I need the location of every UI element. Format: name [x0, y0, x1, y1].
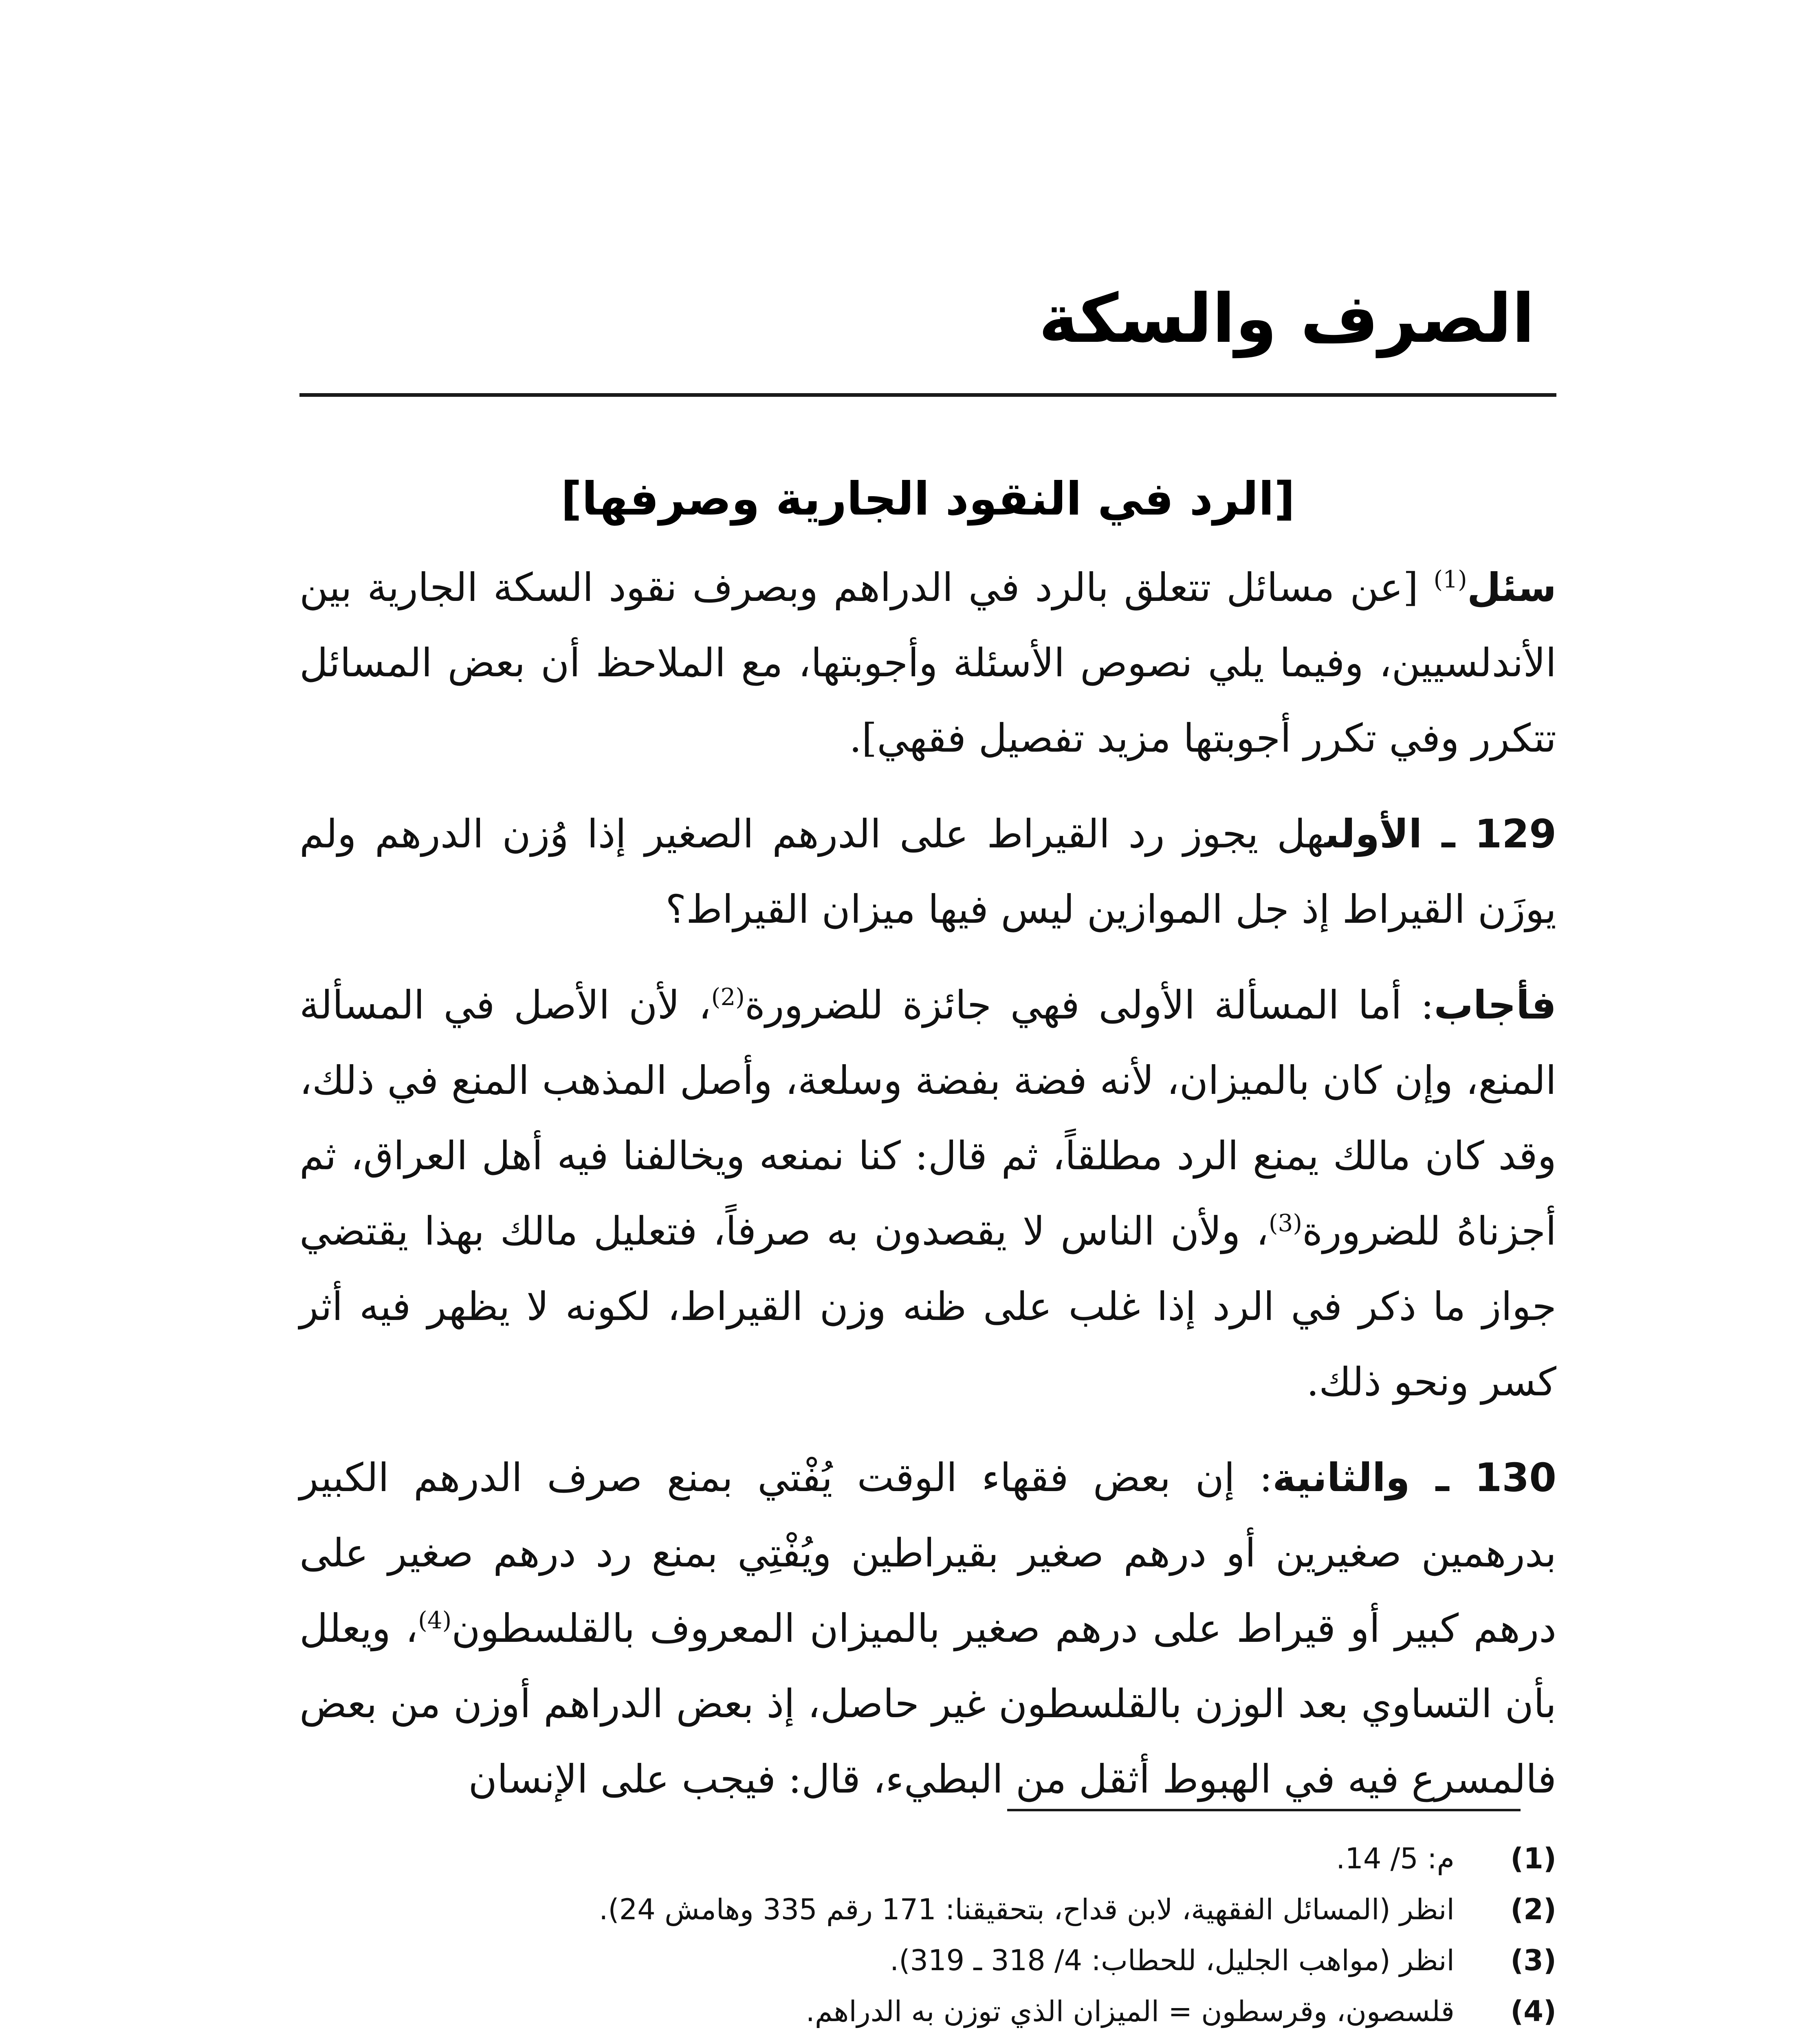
- intro-paragraph: [299, 550, 1556, 776]
- footnote-item: [299, 1986, 1556, 2037]
- title-rule: [299, 393, 1556, 397]
- footnote-number: (4): [1510, 1995, 1556, 2028]
- footnote-text: م: 5/ 14.: [1336, 1842, 1455, 1875]
- chapter-title: الصرف والسكة: [1039, 279, 1535, 358]
- footnote-number: (2): [1510, 1893, 1556, 1926]
- footnote-number: (1): [1510, 1842, 1556, 1875]
- footnote-item: [299, 1884, 1556, 1935]
- footnotes-list: [299, 1833, 1556, 2037]
- footnote-text: انظر (المسائل الفقهية، لابن قداح، بتحقيقنا: 171 رقم 335 وهامش 24).: [599, 1893, 1455, 1926]
- answer-text-2: ، لأن الأصل في المسألة المنع، وإن كان بالميزان، لأنه فضة بفضة وسلعة، وأصل المذهب المنع في ذلك، وقد كان مالك يمنع الرد مطلقاً، ثم قال: كنا نمنعه ويخالفنا فيه أهل العراق، ثم أجزناهُ للضرورة: [299, 982, 1557, 1254]
- footnote-item: [299, 1833, 1556, 1884]
- footnote-ref-2: (2): [711, 983, 745, 1011]
- answer-text-3: ، ولأن الناس لا يقصدون به صرفاً، فتعليل مالك بهذا يقتضي جواز ما ذكر في الرد إذا غلب على ظنه وزن القيراط، لكونه لا يظهر فيه أثر كسر ونحو ذلك.: [299, 1208, 1556, 1405]
- footnote-number: (3): [1510, 1944, 1556, 1977]
- footnote-text: قلسصون، وقرسطون = الميزان الذي توزن به الدراهم.: [805, 1995, 1455, 2028]
- section-heading: [الرد في النقود الجارية وصرفها]: [561, 473, 1295, 526]
- question-130-number: 130: [1474, 1455, 1557, 1500]
- question-130-text-1: : إن بعض فقهاء الوقت يُفْتي بمنع صرف الدرهم الكبير بدرهمين صغيرين أو درهم صغير بقيراطين ويُفْتِي بمنع رد درهم صغير على درهم كبير أو قيراط على درهم صغير بالميزان المعروف بالقلسطون: [299, 1455, 1557, 1651]
- question-130-paragraph: [299, 1440, 1556, 1817]
- answer-lead: فأجاب: [1434, 982, 1557, 1028]
- intro-text: [عن مسائل تتعلق بالرد في الدراهم وبصرف نقود السكة الجارية بين الأندلسيين، وفيما يلي نصوص الأسئلة وأجوبتها، مع الملاحظ أن بعض المسائل تتكرر وفي تكرر أجوبتها مزيد تفصيل فقهي].: [299, 565, 1556, 761]
- answer-text-1: : أما المسألة الأولى فهي جائزة للضرورة: [744, 982, 1434, 1028]
- footnote-ref-3: (3): [1268, 1209, 1303, 1237]
- question-129-paragraph: [299, 796, 1556, 947]
- footnote-rule: [1007, 1809, 1521, 1811]
- intro-lead: سئل: [1467, 565, 1556, 610]
- question-129-lead: ـ الأولى: [1324, 811, 1475, 857]
- question-129-text: هل يجوز رد القيراط على الدرهم الصغير إذا وُزن الدرهم ولم يوزَن القيراط إذ جل الموازين ليس فيها ميزان القيراط؟: [299, 811, 1556, 932]
- footnote-text: انظر (مواهب الجليل، للحطاب: 4/ 318 ـ 319).: [889, 1944, 1455, 1977]
- footnote-item: [299, 1935, 1556, 1986]
- body-text: [299, 464, 1556, 1837]
- question-130-text-2: ، ويعلل بأن التساوي بعد الوزن بالقلسطون غير حاصل، إذ بعض الدراهم أوزن من بعض فالمسرع فيه في الهبوط أثقل من البطيء، قال: فيجب على الإنسان: [299, 1606, 1556, 1802]
- footnote-ref-1: (1): [1433, 565, 1467, 593]
- answer-paragraph: [299, 968, 1556, 1420]
- question-130-lead: ـ والثانية: [1272, 1455, 1475, 1500]
- footnote-ref-4: (4): [418, 1606, 452, 1634]
- question-129-number: 129: [1474, 811, 1557, 857]
